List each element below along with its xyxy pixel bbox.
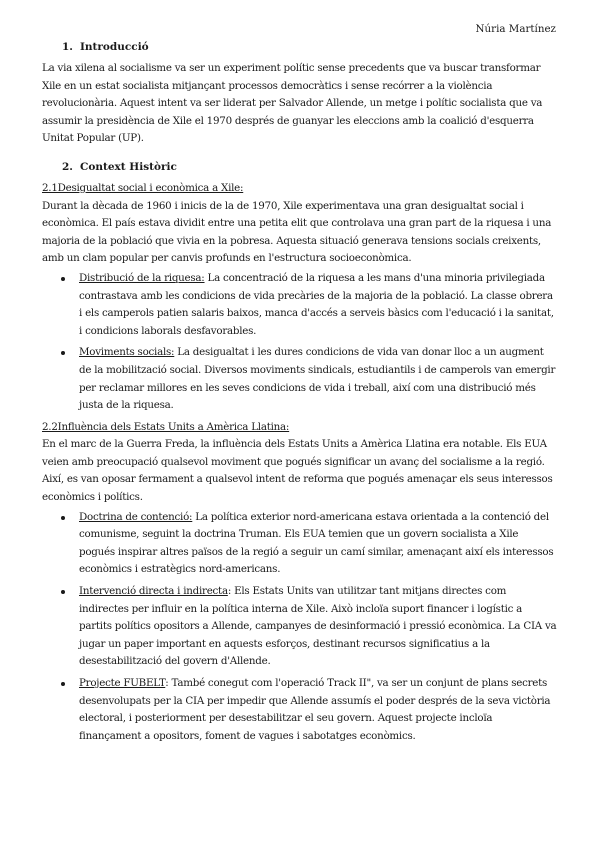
list-item (42, 675, 557, 745)
list-item (42, 344, 557, 414)
bullet-icon (61, 277, 65, 281)
list-item (42, 270, 557, 340)
section-title-text: Introducció (80, 41, 149, 53)
list-item-text: La desigualtat i les dures condicions de vida van donar lloc a un augment de la mobilització social. Diversos moviments sindicals, estudiantils i de camperols van emergir per reclamar millores en les seves condicions de vida i treball, així com una distribució més justa de la riquesa. (79, 346, 556, 412)
list-item-text: : Els Estats Units van utilitzar tant mitjans directes com indirectes per influir en la política interna de Xile. Això incloïa suport financer i logístic a partits polítics opositors a Allende, campanyes de desinformació i pressió econòmica. La CIA va jugar un paper important en aquests esforços, destinant recursos significatius a la desestabilització del govern d'Allende. (79, 585, 557, 668)
subsection-heading-influencia: 2.2Influència dels Estats Units a Amèrica Llatina: (42, 420, 290, 433)
influencia-bullet-list (42, 509, 557, 746)
author-name: Núria Martínez (475, 23, 556, 35)
bullet-icon (61, 590, 65, 594)
desigualtat-bullet-list (42, 270, 557, 415)
list-item-label: Moviments socials: (79, 346, 175, 359)
desigualtat-paragraph: Durant la dècada de 1960 i inicis de la de 1970, Xile experimentava una gran desigualtat social i econòmica. El país estava dividit entre una petita elit que controlava una gran part de la riquesa i una majoria de la població que vivia en la pobresa. Aquesta situació generava tensions socials creixents, amb un clam popular per canvis profunds en l'estructura socioeconòmica. (42, 199, 552, 265)
list-item (42, 509, 557, 579)
section-number: 1. (62, 41, 73, 53)
bullet-icon (61, 351, 65, 355)
section-title-context (62, 160, 557, 174)
section-title-text: Context Històric (80, 160, 177, 173)
list-item-text: : També conegut com l'operació Track II", va ser un conjunt de plans secrets desenvolupats per la CIA per impedir que Allende assumís el poder després de la seva victòria electoral, i posteriorment per desestabilitzar el seu govern. Aquest projecte incloïa finançament a opositors, foment de vagues i sabotatges econòmics. (79, 677, 551, 742)
bullet-icon (61, 516, 65, 520)
list-item-label: Projecte FUBELT (79, 677, 166, 689)
section-title-introduccio (62, 40, 557, 54)
section-number: 2. (62, 160, 73, 173)
list-item-text: La concentració de la riquesa a les mans d'una minoria privilegiada contrastava amb les condicions de vida precàries de la majoria de la població. La classe obrera i els camperols patien salaris baixos, manca d'accés a serveis bàsics com l'educació i la sanitat, i condicions laborals desfavorables. (79, 271, 554, 337)
list-item-label: Distribució de la riquesa: (79, 271, 205, 284)
intro-paragraph: La via xilena al socialisme va ser un experiment polític sense precedents que va buscar transformar Xile en un estat socialista mitjançant processos democràtics i sense recórrer a la violència revolucionària. Aquest intent va ser liderat per Salvador Allende, un metge i polític socialista que va assumir la presidència de Xile el 1970 després de guanyar les eleccions amb la coalició d'esquerra Unitat Popular (UP). (42, 62, 543, 145)
list-item-label: Doctrina de contenció: (79, 510, 193, 523)
subsection-heading-desigualtat: 2.1Desigualtat social i econòmica a Xile: (42, 181, 244, 194)
list-item-label: Intervenció directa i indirecta (79, 585, 228, 598)
influencia-paragraph: En el marc de la Guerra Freda, la influència dels Estats Units a Amèrica Llatina era notable. Els EUA veien amb preocupació qualsevol moviment que pogués significar un avanç del socialisme a la regió. Així, es van oposar fermament a qualsevol intent de reforma que pogués amenaçar els seus interessos econòmics i polítics. (42, 438, 553, 504)
list-item-text: La política exterior nord-americana estava orientada a la contenció del comunisme, seguint la doctrina Truman. Els EUA temien que un govern socialista a Xile pogués inspirar altres països de la regió a seguir un camí similar, amenaçant així els interessos econòmics i estratègics nord-americans. (79, 510, 554, 576)
list-item (42, 583, 557, 671)
bullet-icon (61, 682, 65, 686)
